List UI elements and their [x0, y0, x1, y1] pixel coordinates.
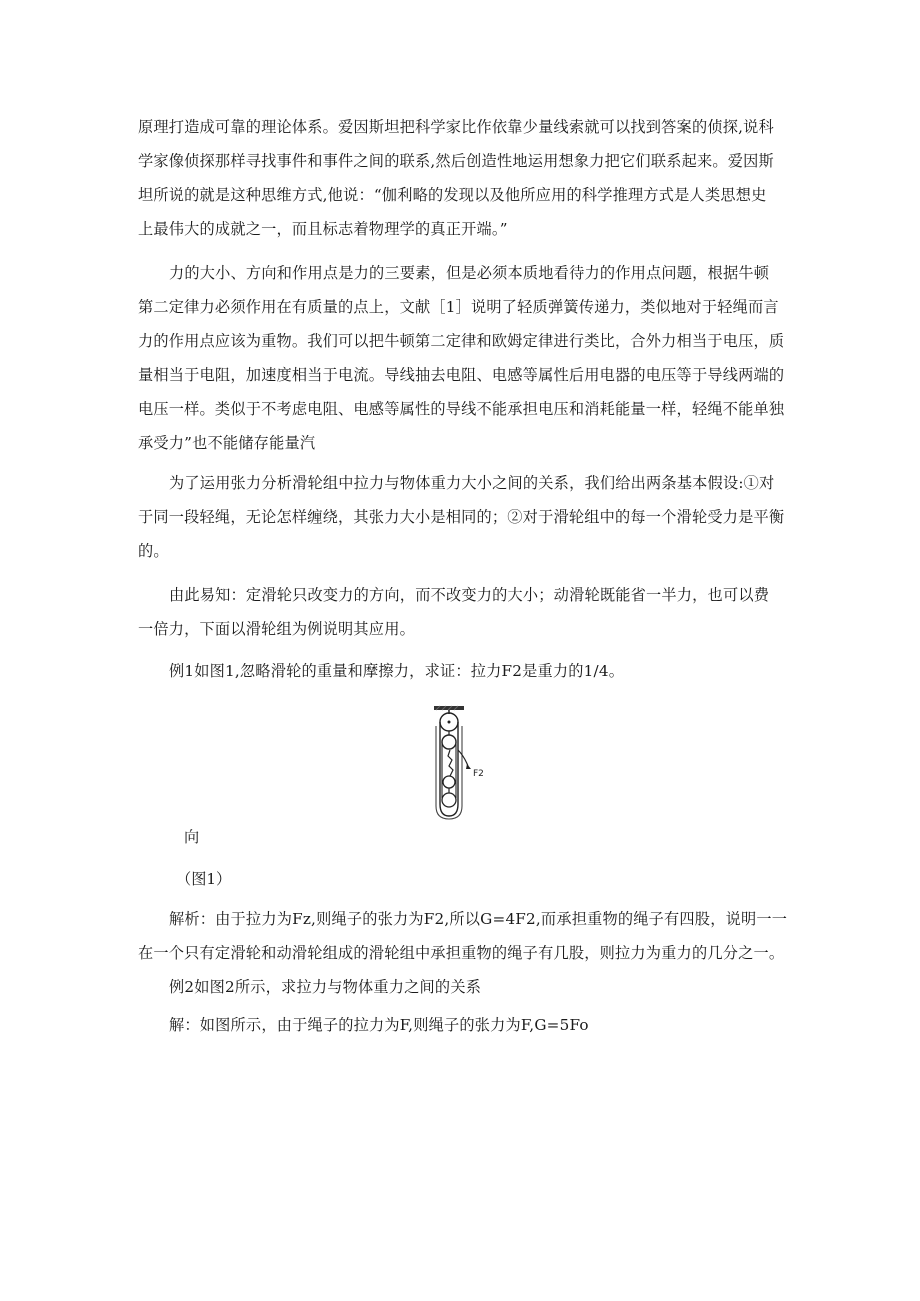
pull-arrow [466, 764, 471, 769]
moving-pulley-lower [442, 793, 456, 807]
moving-pulley-upper [443, 776, 455, 788]
paragraph-assumptions [138, 466, 794, 568]
text-line: 学家像侦探那样寻找事件和事件之间的联系,然后创造性地运用想象力把它们联系起来。爱因斯 [138, 152, 774, 170]
paragraph-intro [138, 110, 794, 246]
text-line: 量相当于电阻，加速度相当于电流。导线抽去电阻、电感等属性后用电器的电压等于导线两端的 [138, 366, 785, 384]
text-line: 解析：由于拉力为Fz,则绳子的张力为F2,所以G=4F2,而承担重物的绳子有四股，说明一一 [169, 910, 788, 928]
analysis-paragraph [138, 902, 798, 970]
pulley-diagram [428, 704, 494, 820]
text-line: 例1如图1,忽略滑轮的重量和摩擦力，求证：拉力F2是重力的1/4。 [169, 662, 625, 680]
fixed-pulley-lower [442, 735, 456, 749]
text-line: 上最伟大的成就之一，而且标志着物理学的真正开端。” [138, 220, 508, 238]
text-line: 例2如图2所示，求拉力与物体重力之间的关系 [169, 978, 482, 996]
paragraph-force-elements [138, 256, 794, 460]
text-line: 一倍力，下面以滑轮组为例说明其应用。 [138, 620, 415, 638]
text-line: 由此易知：定滑轮只改变力的方向，而不改变力的大小；动滑轮既能省一半力，也可以费 [169, 586, 770, 604]
text-line: 坦所说的就是这种思维方式,他说：“伽利略的发现以及他所应用的科学推理方式是人类思想史 [138, 186, 767, 204]
pulley-figure [428, 704, 494, 820]
text-line: 原理打造成可靠的理论体系。爱因斯坦把科学家比作依靠少量线索就可以找到答案的侦探,说科 [138, 118, 774, 136]
example-2 [138, 970, 794, 1004]
solution [138, 1008, 794, 1042]
text-line: 承受力”也不能储存能量汽 [138, 434, 316, 452]
force-label-f2: F2 [473, 769, 484, 779]
paragraph-pulley-rule [138, 578, 794, 646]
text-line: 力的大小、方向和作用点是力的三要素，但是必须本质地看待力的作用点问题，根据牛顿 [169, 264, 770, 282]
text-line: 电压一样。类似于不考虑电阻、电感等属性的导线不能承担电压和消耗能量一样，轻绳不能单独 [138, 400, 785, 418]
text-line: 力的作用点应该为重物。我们可以把牛顿第二定律和欧姆定律进行类比，合外力相当于电压，质 [138, 332, 785, 350]
text-line: 解：如图所示，由于绳子的拉力为F,则绳子的张力为F,G=5Fo [169, 1016, 589, 1034]
text-line: 在一个只有定滑轮和动滑轮组成的滑轮组中承担重物的绳子有几股，则拉力为重力的几分之一。 [138, 944, 785, 962]
text-line: 的。 [138, 542, 169, 560]
example-1 [138, 654, 794, 688]
text-line: 第二定律力必须作用在有质量的点上，文献［1］说明了轻质弹簧传递力，类似地对于轻绳而言 [138, 298, 779, 316]
text-line: 于同一段轻绳，无论怎样缠绕，其张力大小是相同的；②对于滑轮组中的每一个滑轮受力是平衡 [138, 508, 785, 526]
pull-rope [458, 750, 468, 766]
figure-stray-char: 向 [184, 828, 200, 846]
text-line: 为了运用张力分析滑轮组中拉力与物体重力大小之间的关系，我们给出两条基本假设:①对 [169, 474, 775, 492]
figure-caption: （图1） [176, 870, 232, 888]
